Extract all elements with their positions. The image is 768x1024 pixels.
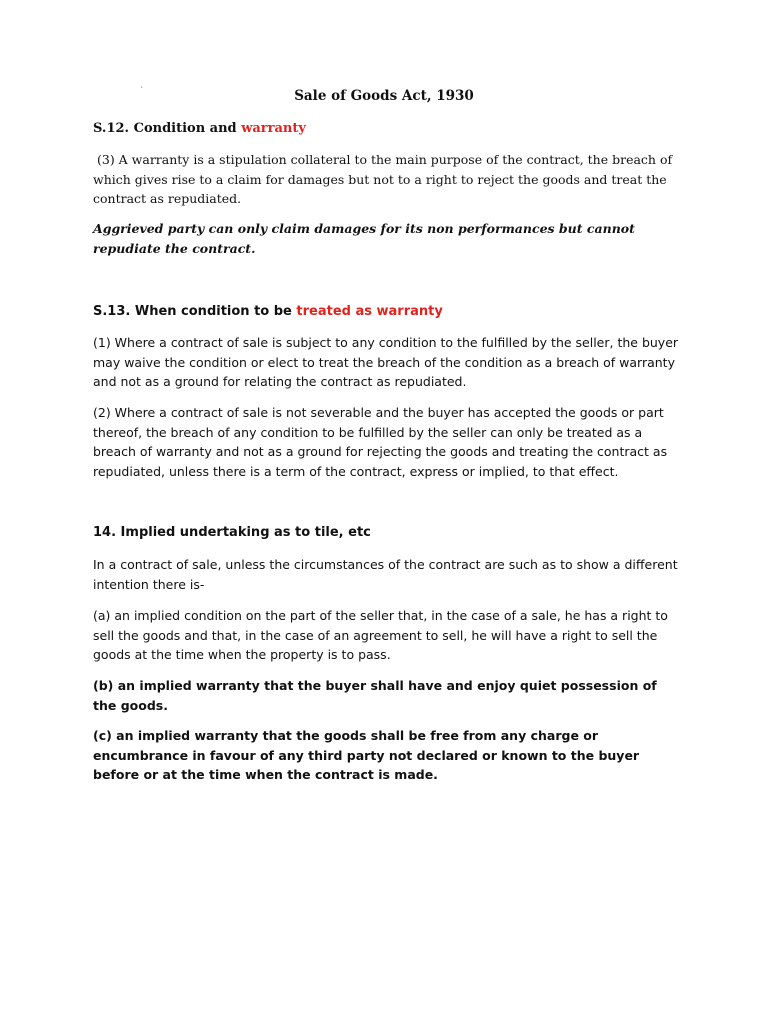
s13-heading-highlight: treated as warranty [296, 304, 443, 319]
s12-note: Aggrieved party can only claim damages for its non performances but cannot repudiate the contract. [93, 221, 635, 256]
s12-heading [93, 119, 683, 139]
document-title: Sale of Goods Act, 1930 [294, 88, 474, 104]
stray-mark: ` [140, 86, 144, 95]
s14-intro: In a contract of sale, unless the circumstances of the contract are such as to show a different intention there is- [93, 557, 678, 592]
s14-clause-a: (a) an implied condition on the part of the seller that, in the case of a sale, he has a right to sell the goods and that, in the case of an agreement to sell, he will have a right to sell the goods at the time when the property is to pass. [93, 608, 668, 662]
s13-heading-prefix: S.13. When condition to be [93, 304, 297, 319]
s12-heading-prefix: S.12. Condition and [93, 121, 242, 136]
s14-heading: 14. Implied undertaking as to tile, etc [93, 525, 371, 540]
s13-paragraph-1: (1) Where a contract of sale is subject to any condition to the fulfilled by the seller, the buyer may waive the condition or elect to treat the breach of the condition as a breach of warranty and not as a ground for relating the contract as repudiated. [93, 335, 679, 389]
s12-heading-highlight: warranty [241, 121, 306, 136]
s13-heading [93, 302, 683, 322]
s14-clause-b: (b) an implied warranty that the buyer shall have and enjoy quiet possession of the goods. [93, 678, 657, 713]
s12-paragraph-3: (3) A warranty is a stipulation collateral to the main purpose of the contract, the breach of which gives rise to a claim for damages but not to a right to reject the goods and treat the contract as repudiated. [93, 152, 673, 206]
s13-paragraph-2: (2) Where a contract of sale is not severable and the buyer has accepted the goods or part thereof, the breach of any condition to be fulfilled by the seller can only be treated as a breach of warranty and not as a ground for rejecting the goods and treating the contract as repudiated, unless there is a term of the contract, express or implied, to that effect. [93, 405, 668, 479]
s14-clause-c: (c) an implied warranty that the goods shall be free from any charge or encumbrance in favour of any third party not declared or known to the buyer before or at the time when the contract is made. [93, 728, 640, 782]
